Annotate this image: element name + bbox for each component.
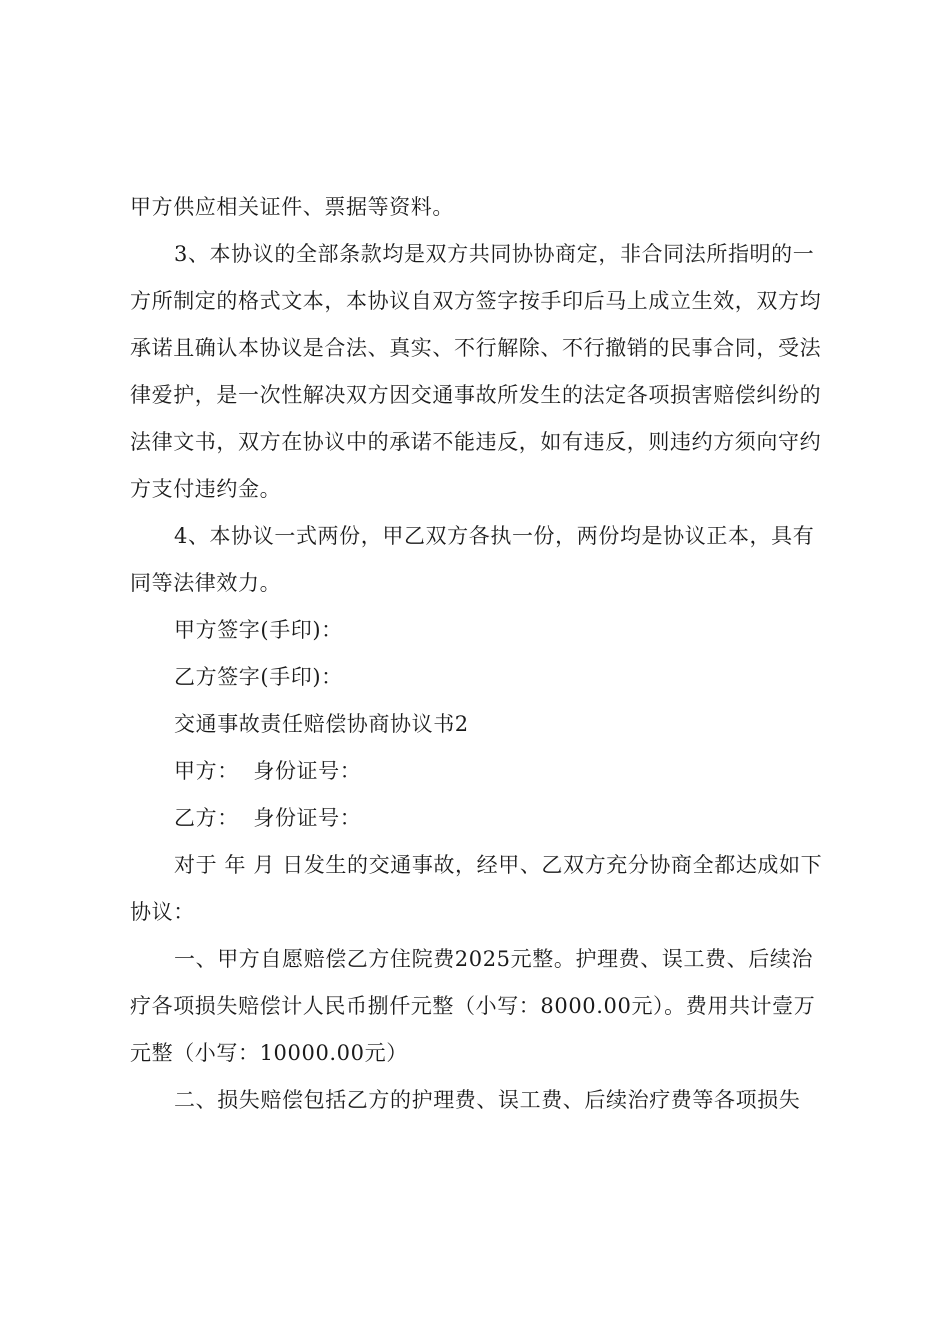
- signature-party-a: 甲方签字(手印)：: [174, 618, 343, 642]
- paragraph-item-1: 一、甲方自愿赔偿乙方住院费2025元整。护理费、误工费、后续治疗各项损失赔偿计人民币捌仟元整（小写：8000.00元）。费用共计壹万元整（小写：10000.00元）: [130, 947, 816, 1065]
- paragraph-clause-4: 4、本协议一式两份，甲乙双方各执一份，两份均是协议正本，具有同等法律效力。: [130, 524, 815, 595]
- section-title: 交通事故责任赔偿协商协议书2: [174, 712, 469, 736]
- party-a-id: 甲方： 身份证号：: [174, 759, 362, 783]
- paragraph-item-2: 二、损失赔偿包括乙方的护理费、误工费、后续治疗费等各项损失: [174, 1088, 801, 1112]
- document-body: [130, 184, 830, 1124]
- signature-party-b: 乙方签字(手印)：: [174, 665, 343, 689]
- paragraph-continuation: 甲方供应相关证件、票据等资料。: [130, 195, 454, 219]
- paragraph-clause-3: 3、本协议的全部条款均是双方共同协协商定，非合同法所指明的一方所制定的格式文本，本协议自双方签字按手印后马上成立生效，双方均承诺且确认本协议是合法、真实、不行解除、不行撤销的民事合同，受法律爱护，是一次性解决双方因交通事故所发生的法定各项损害赔偿纠纷的法律文书，双方在协议中的承诺不能违反，如有违反，则违约方须向守约方支付违约金。: [130, 242, 822, 501]
- paragraph-intro: 对于 年 月 日发生的交通事故，经甲、乙双方充分协商全都达成如下协议：: [130, 853, 823, 924]
- party-b-id: 乙方： 身份证号：: [174, 806, 362, 830]
